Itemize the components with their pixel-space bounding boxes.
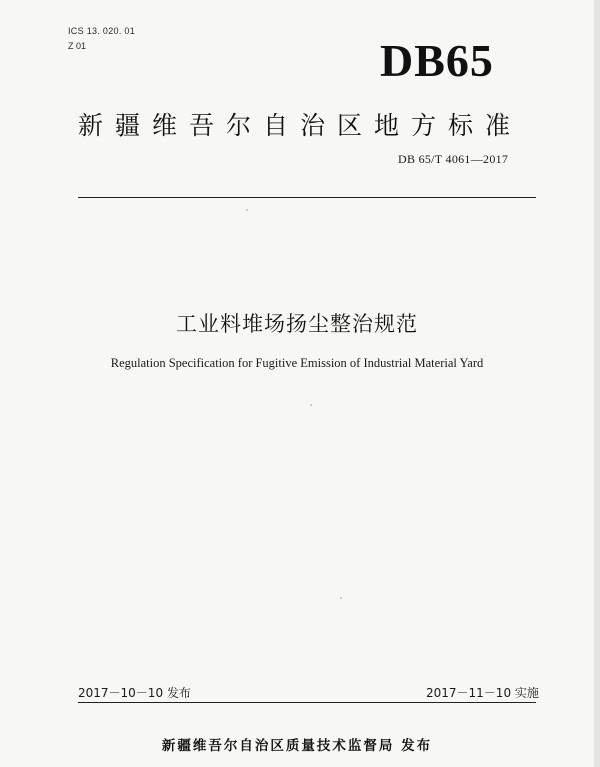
standard-category: 新疆维吾尔自治区地方标准	[78, 111, 523, 140]
issue-date: 2017－10－10 发布	[78, 686, 191, 700]
header-divider	[78, 197, 536, 198]
ics-code: ICS 13. 020. 01	[68, 26, 136, 36]
scan-speck	[340, 597, 342, 599]
scan-speck	[310, 404, 312, 406]
publisher: 新疆维吾尔自治区质量技术监督局 发布	[161, 738, 433, 754]
scan-speck	[246, 209, 248, 211]
implementation-date: 2017－11－10 实施	[426, 686, 539, 700]
db-logo: DB65	[380, 35, 494, 86]
footer-divider	[78, 702, 536, 703]
ccs-code: Z 01	[68, 41, 87, 51]
document-title-english: Regulation Specification for Fugitive Emission of Industrial Material Yard	[110, 356, 484, 370]
standard-number: DB 65/T 4061—2017	[398, 152, 509, 166]
document-title-chinese: 工业料堆场扬尘整治规范	[176, 312, 418, 336]
